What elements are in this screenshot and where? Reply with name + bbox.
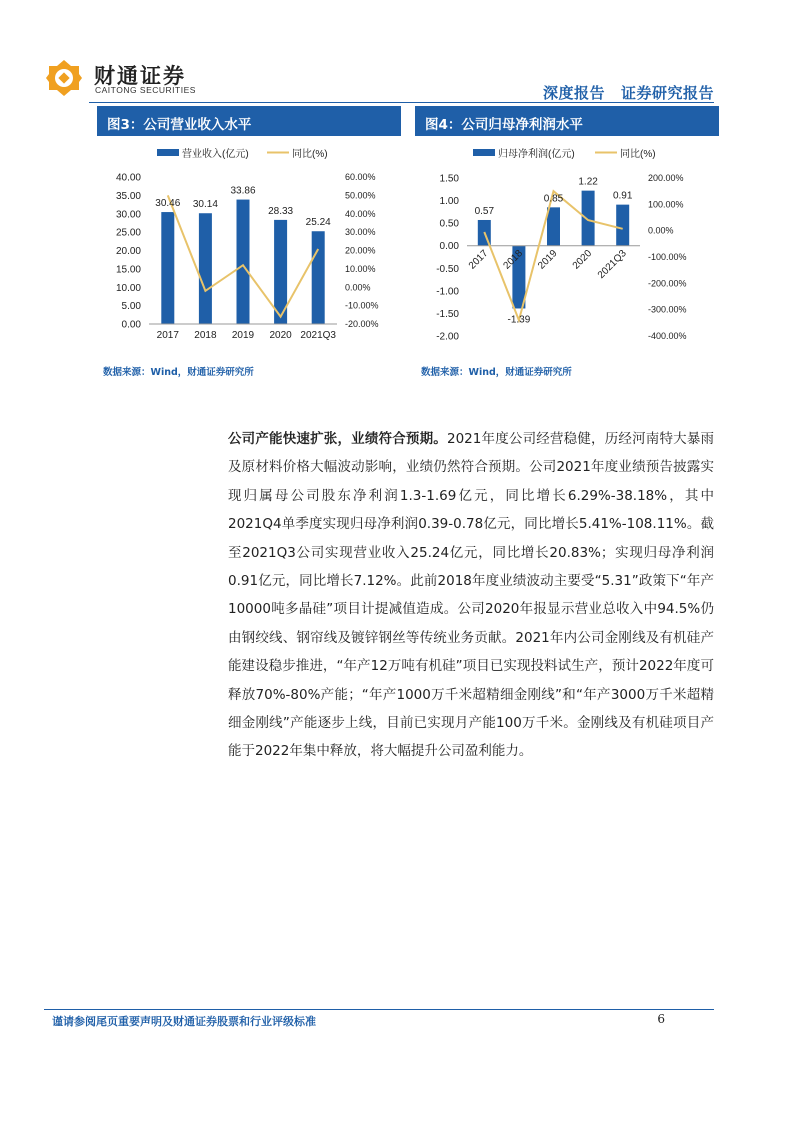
- right-axis-tick: -200.00%: [648, 278, 687, 289]
- legend-line-label: 同比(%): [292, 149, 328, 160]
- category-label: 2019: [231, 330, 255, 341]
- right-axis-tick: 30.00%: [345, 227, 376, 238]
- header-divider: [89, 102, 714, 103]
- bar: [161, 212, 174, 324]
- bar-data-label: 28.33: [268, 205, 294, 217]
- right-axis-tick: 10.00%: [345, 263, 376, 274]
- right-axis-tick: 0.00%: [648, 225, 674, 236]
- left-axis-tick: 0.50: [439, 218, 459, 230]
- right-axis-tick: -100.00%: [648, 252, 687, 262]
- bar-data-label: 25.24: [305, 217, 331, 229]
- report-category: 证券研究报告: [620, 84, 714, 102]
- category-label: 2017: [156, 330, 179, 341]
- right-axis-tick: 40.00%: [345, 208, 376, 219]
- legend-line-label: 同比(%): [620, 149, 656, 160]
- legend-bar-swatch: [473, 149, 495, 156]
- body-paragraph: [228, 425, 714, 766]
- bar: [237, 200, 250, 324]
- left-axis-tick: 35.00: [115, 190, 141, 202]
- left-axis-tick: 5.00: [121, 301, 141, 313]
- right-axis-tick: 0.00%: [345, 282, 371, 293]
- category-label: 2021Q3: [595, 248, 629, 282]
- paragraph-text: 2021年度公司经营稳健，历经河南特大暴雨及原材料价格大幅波动影响，业绩仍然符合预期。公司2021年度业绩预告披露实现归属母公司股东净利润1.3-1.69亿元，同比增长6.29%-38.18%，其中2021Q4单季度实现归母净利润0.39-0.78亿元，同比增长5.41%-108.11%。截至2021Q3公司实现营业收入25.24亿元，同比增长20.83%；实现归母净利润0.91亿元，同比增长7.12%。此前2018年度业绩波动主要受“5.31”政策下“年产10000吨多晶硅”项目计提减值造成。公司2020年报显示营业总收入中94.5%仍由钢绞线、钢帘线及镀锌钢丝等传统业务贡献。2021年内公司金刚线及有机硅产能建设稳步推进，“年产12万吨有机硅”项目已实现投料试生产，预计2022年度可释放70%-80%产能；“年产1000万千米超精细金刚线”和“年产3000万千米超精细金刚线”产能逐步上线，目前已实现月产能100万千米。金刚线及有机硅项目产能于2022年集中释放，将大幅提升公司盈利能力。: [228, 431, 715, 760]
- left-axis-tick: 20.00: [115, 246, 141, 257]
- left-axis-tick: -1.00: [436, 286, 459, 298]
- figure-4-source: 数据来源：Wind，财通证券研究所: [421, 367, 572, 378]
- category-label: 2020: [570, 248, 595, 272]
- left-axis-tick: 0.00: [121, 319, 141, 331]
- left-axis-tick: 40.00: [115, 172, 141, 184]
- net-profit-chart: [415, 140, 719, 350]
- left-axis-tick: 10.00: [115, 282, 141, 294]
- right-axis-tick: -10.00%: [345, 300, 379, 311]
- legend-bar-label: 营业收入(亿元): [182, 149, 249, 160]
- bar-data-label: 30.46: [155, 198, 181, 210]
- paragraph-lead: 公司产能快速扩张，业绩符合预期。: [228, 431, 447, 447]
- bar: [616, 205, 629, 246]
- bar-data-label: 0.85: [543, 193, 564, 205]
- figure-3-source: 数据来源：Wind，财通证券研究所: [103, 367, 254, 378]
- right-axis-tick: 20.00%: [345, 245, 376, 256]
- left-axis-tick: 0.00: [439, 241, 459, 253]
- left-axis-tick: 25.00: [115, 227, 141, 239]
- left-axis-tick: 1.00: [439, 196, 459, 208]
- bar-data-label: 1.22: [578, 176, 598, 188]
- legend-bar-label: 归母净利润(亿元): [498, 149, 575, 160]
- bar-data-label: -1.39: [507, 314, 531, 326]
- category-label: 2020: [269, 330, 292, 341]
- right-axis-tick: 100.00%: [648, 199, 684, 210]
- revenue-chart: [97, 140, 401, 350]
- category-label: 2021Q3: [300, 330, 336, 341]
- category-label: 2019: [536, 248, 560, 272]
- left-axis-tick: 1.50: [439, 173, 459, 185]
- revenue-chart-svg: [97, 140, 401, 350]
- bar-data-label: 30.14: [192, 199, 218, 211]
- bar: [582, 191, 595, 246]
- category-label: 2018: [194, 330, 217, 341]
- category-label: 2018: [501, 248, 526, 272]
- disclaimer-note[interactable]: 谨请参阅尾页重要声明及财通证券股票和行业评级标准: [52, 1015, 316, 1028]
- bar: [547, 207, 560, 245]
- left-axis-tick: -0.50: [436, 263, 459, 275]
- left-axis-tick: -1.50: [436, 308, 459, 320]
- report-type: 深度报告: [542, 84, 605, 102]
- category-label: 2017: [466, 248, 491, 272]
- legend-bar-swatch: [157, 149, 179, 156]
- bar: [199, 213, 212, 324]
- caitong-logo-icon: [44, 58, 84, 98]
- figure-4-title: 图4：公司归母净利润水平: [415, 106, 719, 136]
- brand-name-en: CAITONG SECURITIES: [95, 85, 196, 95]
- bar: [312, 231, 325, 324]
- figure-3-title: 图3：公司营业收入水平: [97, 106, 401, 136]
- brand-name-cn: 财通证券: [94, 64, 186, 88]
- right-axis-tick: -20.00%: [345, 319, 379, 329]
- left-axis-tick: 15.00: [115, 264, 141, 276]
- bar-data-label: 33.86: [230, 185, 256, 197]
- left-axis-tick: 30.00: [115, 209, 141, 221]
- page-number: 6: [657, 1012, 665, 1026]
- right-axis-tick: 60.00%: [345, 172, 376, 182]
- right-axis-tick: -400.00%: [648, 331, 687, 341]
- right-axis-tick: 50.00%: [345, 190, 376, 201]
- net-profit-chart-svg: [415, 140, 719, 350]
- bar-data-label: 0.91: [612, 190, 633, 202]
- right-axis-tick: -300.00%: [648, 304, 687, 315]
- report-header: [543, 82, 714, 103]
- left-axis-tick: -2.00: [436, 331, 459, 343]
- footer-divider: [44, 1009, 714, 1010]
- right-axis-tick: 200.00%: [648, 173, 684, 183]
- bar-data-label: 0.57: [474, 205, 495, 217]
